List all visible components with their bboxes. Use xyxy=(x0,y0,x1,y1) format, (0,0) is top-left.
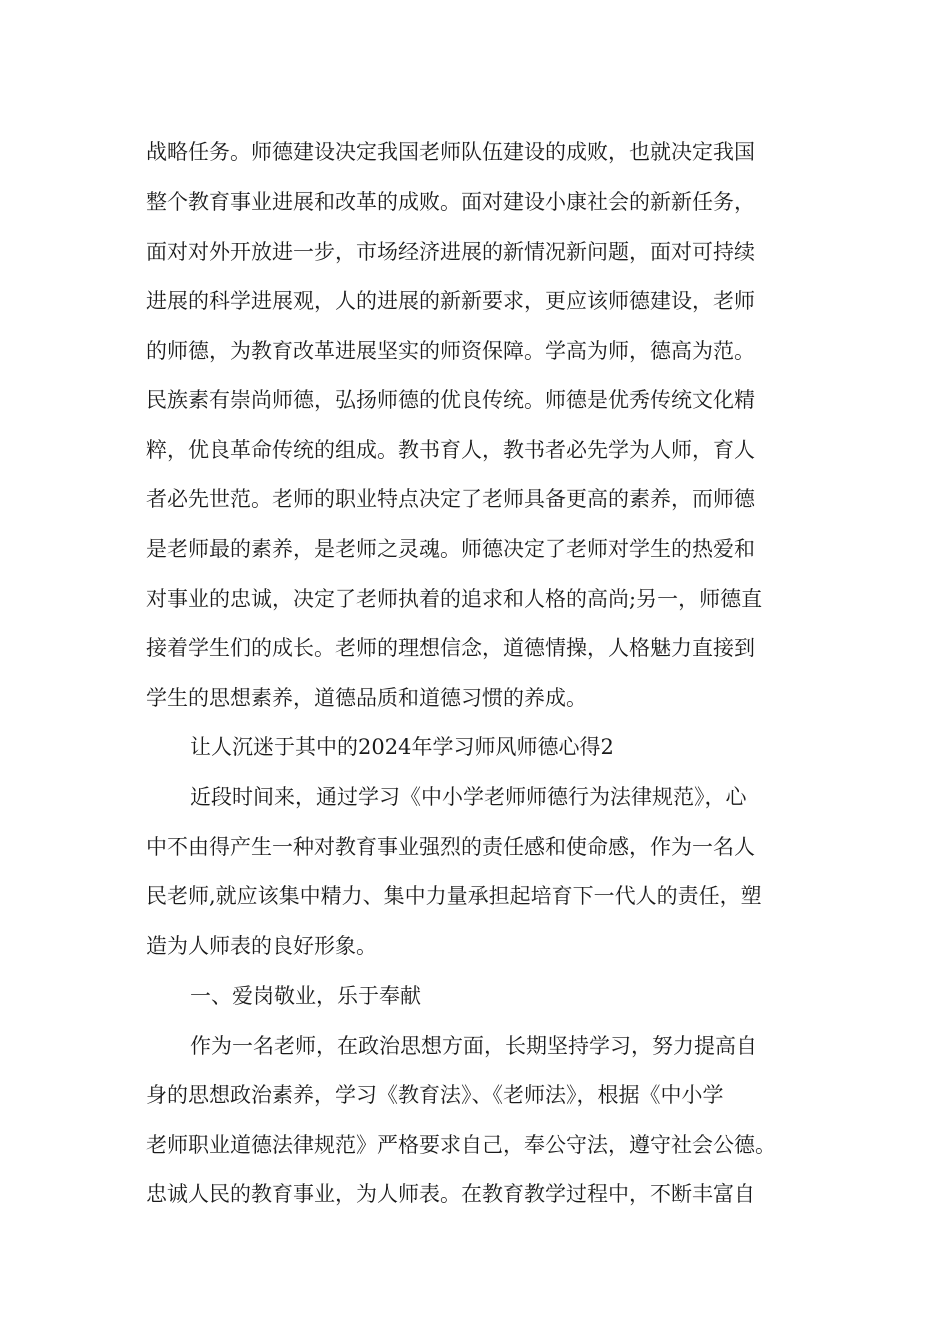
text-line: 接着学生们的成长。老师的理想信念，道德情操，人格魅力直接到 xyxy=(146,636,755,660)
text-line: 身的思想政治素养，学习《教育法》、《老师法》，根据《中小学 xyxy=(146,1083,724,1107)
text-line: 老师职业道德法律规范》严格要求自己，奉公守法，遵守社会公德。 xyxy=(146,1133,776,1157)
text-line: 中不由得产生一种对教育事业强烈的责任感和使命感，作为一名人 xyxy=(146,835,755,859)
text-line: 作为一名老师，在政治思想方面，长期坚持学习，努力提高自 xyxy=(190,1034,757,1058)
text-line: 民族素有崇尚师德，弘扬师德的优良传统。师德是优秀传统文化精 xyxy=(146,388,755,412)
text-line: 整个教育事业进展和改革的成败。面对建设小康社会的新新任务， xyxy=(146,190,755,214)
text-line: 学生的思想素养，道德品质和道德习惯的养成。 xyxy=(146,686,587,710)
text-line: 进展的科学进展观，人的进展的新新要求，更应该师德建设，老师 xyxy=(146,289,755,313)
text-line: 者必先世范。老师的职业特点决定了老师具备更高的素养，而师德 xyxy=(146,487,755,511)
text-line: 粹，优良革命传统的组成。教书育人，教书者必先学为人师，育人 xyxy=(146,438,755,462)
text-line: 面对对外开放进一步，市场经济进展的新情况新问题，面对可持续 xyxy=(146,240,755,264)
text-line: 战略任务。师德建设决定我国老师队伍建设的成败，也就决定我国 xyxy=(146,140,755,164)
text-line: 近段时间来，通过学习《中小学老师师德行为法律规范》，心 xyxy=(190,785,747,809)
text-line: 的师德，为教育改革进展坚实的师资保障。学高为师，德高为范。 xyxy=(146,339,755,363)
text-line: 民老师,就应该集中精力、集中力量承担起培育下一代人的责任，塑 xyxy=(146,884,762,908)
text-line: 是老师最的素养，是老师之灵魂。师德决定了老师对学生的热爱和 xyxy=(146,537,755,561)
subsection-heading: 一、爱岗敬业，乐于奉献 xyxy=(190,984,421,1008)
text-line: 造为人师表的良好形象。 xyxy=(146,934,377,958)
section-title: 让人沉迷于其中的2024年学习师风师德心得2 xyxy=(190,735,614,759)
text-line: 忠诚人民的教育事业，为人师表。在教育教学过程中，不断丰富自 xyxy=(146,1182,755,1206)
text-line: 对事业的忠诚，决定了老师执着的追求和人格的高尚;另一，师德直 xyxy=(146,587,763,611)
